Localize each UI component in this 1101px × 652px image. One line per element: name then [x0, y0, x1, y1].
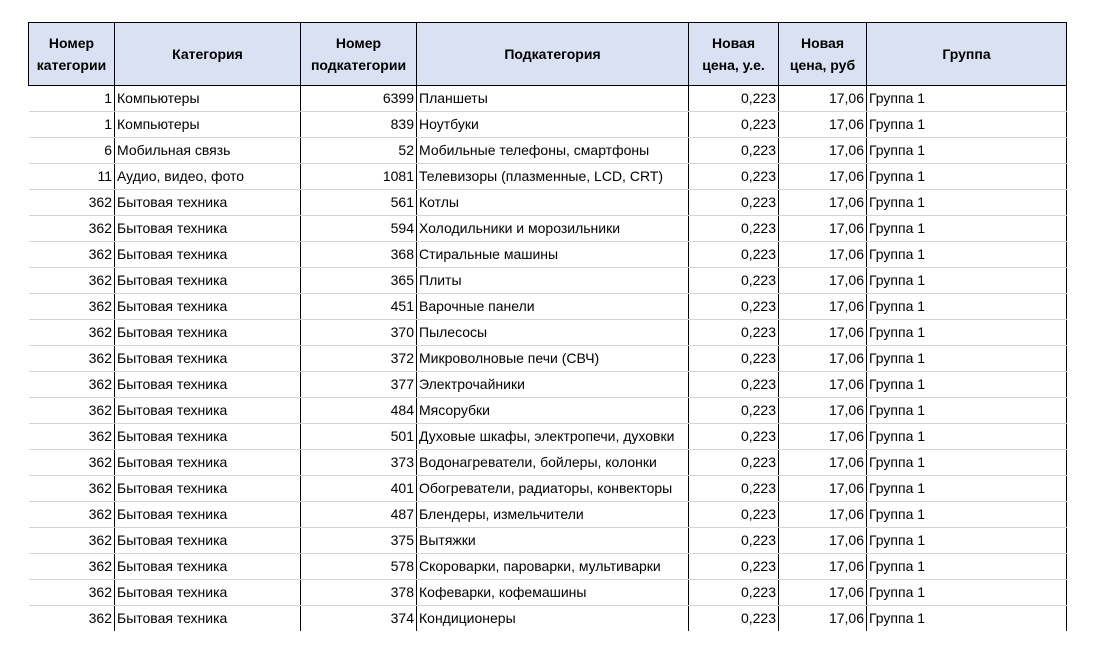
- cell-category[interactable]: Бытовая техника: [115, 528, 301, 554]
- spreadsheet-sheet: [28, 22, 1066, 631]
- table-row: [29, 502, 1067, 528]
- cell-group[interactable]: Группа 1: [867, 216, 1067, 242]
- cell-subcategory[interactable]: Пылесосы: [417, 320, 689, 346]
- table-row: [29, 86, 1067, 112]
- table-row: [29, 580, 1067, 606]
- cell-subcategory[interactable]: Блендеры, измельчители: [417, 502, 689, 528]
- cell-group[interactable]: Группа 1: [867, 528, 1067, 554]
- cell-subcategory[interactable]: Котлы: [417, 190, 689, 216]
- cell-group[interactable]: Группа 1: [867, 112, 1067, 138]
- cell-new-price-ue[interactable]: 0,223: [689, 424, 779, 450]
- cell-new-price-rub[interactable]: 17,06: [779, 138, 867, 164]
- table-row: [29, 294, 1067, 320]
- cell-new-price-ue[interactable]: 0,223: [689, 242, 779, 268]
- table-row: [29, 606, 1067, 632]
- cell-category[interactable]: Бытовая техника: [115, 268, 301, 294]
- cell-subcategory[interactable]: Плиты: [417, 268, 689, 294]
- header-category-number[interactable]: Номер категории: [29, 23, 115, 86]
- cell-category[interactable]: Аудио, видео, фото: [115, 164, 301, 190]
- cell-category[interactable]: Бытовая техника: [115, 476, 301, 502]
- table-row: [29, 268, 1067, 294]
- cell-category-number[interactable]: 362: [29, 580, 115, 606]
- cell-category[interactable]: Бытовая техника: [115, 580, 301, 606]
- cell-subcategory-number[interactable]: 375: [301, 528, 417, 554]
- cell-subcategory-number[interactable]: 1081: [301, 164, 417, 190]
- cell-category-number[interactable]: 362: [29, 528, 115, 554]
- cell-category[interactable]: Мобильная связь: [115, 138, 301, 164]
- cell-new-price-ue[interactable]: 0,223: [689, 450, 779, 476]
- cell-category-number[interactable]: 362: [29, 606, 115, 632]
- header-category[interactable]: Категория: [115, 23, 301, 86]
- cell-category[interactable]: Компьютеры: [115, 112, 301, 138]
- cell-new-price-ue[interactable]: 0,223: [689, 320, 779, 346]
- cell-new-price-rub[interactable]: 17,06: [779, 346, 867, 372]
- cell-group[interactable]: Группа 1: [867, 554, 1067, 580]
- cell-category[interactable]: Бытовая техника: [115, 294, 301, 320]
- header-row: [29, 23, 1067, 86]
- cell-subcategory[interactable]: Мясорубки: [417, 398, 689, 424]
- cell-subcategory-number[interactable]: 578: [301, 554, 417, 580]
- cell-group[interactable]: Группа 1: [867, 398, 1067, 424]
- cell-new-price-rub[interactable]: 17,06: [779, 424, 867, 450]
- cell-category[interactable]: Бытовая техника: [115, 554, 301, 580]
- cell-category-number[interactable]: 362: [29, 502, 115, 528]
- cell-subcategory[interactable]: Планшеты: [417, 86, 689, 112]
- cell-category-number[interactable]: 362: [29, 554, 115, 580]
- cell-subcategory[interactable]: Духовые шкафы, электропечи, духовки: [417, 424, 689, 450]
- cell-new-price-ue[interactable]: 0,223: [689, 138, 779, 164]
- cell-subcategory-number[interactable]: 368: [301, 242, 417, 268]
- cell-subcategory-number[interactable]: 594: [301, 216, 417, 242]
- cell-new-price-ue[interactable]: 0,223: [689, 164, 779, 190]
- cell-category[interactable]: Бытовая техника: [115, 216, 301, 242]
- cell-category[interactable]: Бытовая техника: [115, 242, 301, 268]
- cell-group[interactable]: Группа 1: [867, 294, 1067, 320]
- cell-new-price-ue[interactable]: 0,223: [689, 502, 779, 528]
- cell-group[interactable]: Группа 1: [867, 476, 1067, 502]
- cell-subcategory-number[interactable]: 378: [301, 580, 417, 606]
- cell-subcategory-number[interactable]: 501: [301, 424, 417, 450]
- cell-category[interactable]: Компьютеры: [115, 86, 301, 112]
- cell-category-number[interactable]: 362: [29, 190, 115, 216]
- cell-new-price-ue[interactable]: 0,223: [689, 372, 779, 398]
- cell-new-price-ue[interactable]: 0,223: [689, 190, 779, 216]
- cell-group[interactable]: Группа 1: [867, 502, 1067, 528]
- cell-subcategory-number[interactable]: 377: [301, 372, 417, 398]
- cell-category[interactable]: Бытовая техника: [115, 372, 301, 398]
- cell-subcategory-number[interactable]: 839: [301, 112, 417, 138]
- cell-new-price-rub[interactable]: 17,06: [779, 606, 867, 632]
- cell-subcategory-number[interactable]: 373: [301, 450, 417, 476]
- cell-subcategory-number[interactable]: 487: [301, 502, 417, 528]
- cell-subcategory-number[interactable]: 365: [301, 268, 417, 294]
- cell-subcategory-number[interactable]: 451: [301, 294, 417, 320]
- cell-category[interactable]: Бытовая техника: [115, 346, 301, 372]
- cell-category[interactable]: Бытовая техника: [115, 450, 301, 476]
- table-header: [29, 23, 1067, 86]
- cell-new-price-ue[interactable]: 0,223: [689, 554, 779, 580]
- cell-new-price-ue[interactable]: 0,223: [689, 476, 779, 502]
- cell-new-price-rub[interactable]: 17,06: [779, 450, 867, 476]
- cell-category-number[interactable]: 362: [29, 476, 115, 502]
- cell-new-price-ue[interactable]: 0,223: [689, 112, 779, 138]
- cell-group[interactable]: Группа 1: [867, 372, 1067, 398]
- cell-subcategory[interactable]: Телевизоры (плазменные, LCD, CRT): [417, 164, 689, 190]
- header-new-price-ue[interactable]: Новая цена, у.е.: [689, 23, 779, 86]
- cell-subcategory-number[interactable]: 6399: [301, 86, 417, 112]
- price-table: [28, 22, 1067, 631]
- table-row: [29, 190, 1067, 216]
- cell-new-price-rub[interactable]: 17,06: [779, 502, 867, 528]
- cell-new-price-ue[interactable]: 0,223: [689, 86, 779, 112]
- cell-category-number[interactable]: 362: [29, 216, 115, 242]
- cell-new-price-rub[interactable]: 17,06: [779, 294, 867, 320]
- cell-new-price-rub[interactable]: 17,06: [779, 216, 867, 242]
- cell-category[interactable]: Бытовая техника: [115, 320, 301, 346]
- cell-group[interactable]: Группа 1: [867, 138, 1067, 164]
- header-subcategory[interactable]: Подкатегория: [417, 23, 689, 86]
- header-new-price-rub[interactable]: Новая цена, руб: [779, 23, 867, 86]
- cell-new-price-rub[interactable]: 17,06: [779, 268, 867, 294]
- table-row: [29, 450, 1067, 476]
- cell-category-number[interactable]: 362: [29, 346, 115, 372]
- cell-new-price-ue[interactable]: 0,223: [689, 580, 779, 606]
- cell-subcategory[interactable]: Варочные панели: [417, 294, 689, 320]
- cell-subcategory-number[interactable]: 52: [301, 138, 417, 164]
- cell-subcategory[interactable]: Мобильные телефоны, смартфоны: [417, 138, 689, 164]
- cell-category-number[interactable]: 362: [29, 424, 115, 450]
- cell-new-price-rub[interactable]: 17,06: [779, 164, 867, 190]
- cell-subcategory[interactable]: Ноутбуки: [417, 112, 689, 138]
- cell-new-price-rub[interactable]: 17,06: [779, 320, 867, 346]
- cell-new-price-ue[interactable]: 0,223: [689, 606, 779, 632]
- cell-category-number[interactable]: 362: [29, 450, 115, 476]
- cell-subcategory-number[interactable]: 484: [301, 398, 417, 424]
- cell-category-number[interactable]: 362: [29, 320, 115, 346]
- cell-subcategory-number[interactable]: 561: [301, 190, 417, 216]
- cell-new-price-rub[interactable]: 17,06: [779, 476, 867, 502]
- cell-subcategory[interactable]: Скороварки, пароварки, мультиварки: [417, 554, 689, 580]
- cell-new-price-rub[interactable]: 17,06: [779, 112, 867, 138]
- cell-category-number[interactable]: 362: [29, 372, 115, 398]
- cell-category-number[interactable]: 6: [29, 138, 115, 164]
- cell-subcategory[interactable]: Водонагреватели, бойлеры, колонки: [417, 450, 689, 476]
- cell-subcategory[interactable]: Кондиционеры: [417, 606, 689, 632]
- table-row: [29, 476, 1067, 502]
- cell-new-price-ue[interactable]: 0,223: [689, 216, 779, 242]
- cell-category-number[interactable]: 362: [29, 294, 115, 320]
- cell-subcategory[interactable]: Холодильники и морозильники: [417, 216, 689, 242]
- cell-new-price-ue[interactable]: 0,223: [689, 398, 779, 424]
- cell-group[interactable]: Группа 1: [867, 86, 1067, 112]
- header-subcategory-number[interactable]: Номер подкатегории: [301, 23, 417, 86]
- cell-new-price-rub[interactable]: 17,06: [779, 528, 867, 554]
- cell-group[interactable]: Группа 1: [867, 190, 1067, 216]
- cell-category-number[interactable]: 11: [29, 164, 115, 190]
- cell-new-price-ue[interactable]: 0,223: [689, 346, 779, 372]
- cell-category[interactable]: Бытовая техника: [115, 606, 301, 632]
- table-row: [29, 346, 1067, 372]
- table-row: [29, 554, 1067, 580]
- cell-group[interactable]: Группа 1: [867, 242, 1067, 268]
- cell-new-price-rub[interactable]: 17,06: [779, 554, 867, 580]
- table-row: [29, 372, 1067, 398]
- table-row: [29, 164, 1067, 190]
- cell-group[interactable]: Группа 1: [867, 320, 1067, 346]
- cell-subcategory-number[interactable]: 370: [301, 320, 417, 346]
- cell-new-price-rub[interactable]: 17,06: [779, 86, 867, 112]
- table-row: [29, 398, 1067, 424]
- cell-new-price-ue[interactable]: 0,223: [689, 268, 779, 294]
- table-row: [29, 242, 1067, 268]
- cell-group[interactable]: Группа 1: [867, 268, 1067, 294]
- cell-category-number[interactable]: 362: [29, 268, 115, 294]
- cell-category-number[interactable]: 1: [29, 112, 115, 138]
- table-row: [29, 112, 1067, 138]
- cell-subcategory-number[interactable]: 401: [301, 476, 417, 502]
- cell-new-price-rub[interactable]: 17,06: [779, 372, 867, 398]
- cell-subcategory-number[interactable]: 374: [301, 606, 417, 632]
- cell-new-price-ue[interactable]: 0,223: [689, 294, 779, 320]
- cell-subcategory[interactable]: Электрочайники: [417, 372, 689, 398]
- table-row: [29, 216, 1067, 242]
- cell-subcategory[interactable]: Кофеварки, кофемашины: [417, 580, 689, 606]
- cell-group[interactable]: Группа 1: [867, 164, 1067, 190]
- cell-group[interactable]: Группа 1: [867, 424, 1067, 450]
- cell-category-number[interactable]: 1: [29, 86, 115, 112]
- cell-subcategory[interactable]: Вытяжки: [417, 528, 689, 554]
- table-row: [29, 528, 1067, 554]
- cell-category[interactable]: Бытовая техника: [115, 502, 301, 528]
- cell-new-price-rub[interactable]: 17,06: [779, 242, 867, 268]
- table-row: [29, 138, 1067, 164]
- cell-subcategory[interactable]: Микроволновые печи (СВЧ): [417, 346, 689, 372]
- cell-category-number[interactable]: 362: [29, 398, 115, 424]
- table-body: [29, 86, 1067, 632]
- cell-category-number[interactable]: 362: [29, 242, 115, 268]
- cell-subcategory-number[interactable]: 372: [301, 346, 417, 372]
- cell-category[interactable]: Бытовая техника: [115, 424, 301, 450]
- cell-new-price-rub[interactable]: 17,06: [779, 580, 867, 606]
- cell-group[interactable]: Группа 1: [867, 450, 1067, 476]
- cell-group[interactable]: Группа 1: [867, 606, 1067, 632]
- cell-subcategory[interactable]: Стиральные машины: [417, 242, 689, 268]
- cell-new-price-rub[interactable]: 17,06: [779, 190, 867, 216]
- cell-category[interactable]: Бытовая техника: [115, 190, 301, 216]
- cell-subcategory[interactable]: Обогреватели, радиаторы, конвекторы: [417, 476, 689, 502]
- header-group[interactable]: Группа: [867, 23, 1067, 86]
- cell-category[interactable]: Бытовая техника: [115, 398, 301, 424]
- cell-new-price-rub[interactable]: 17,06: [779, 398, 867, 424]
- table-row: [29, 424, 1067, 450]
- table-row: [29, 320, 1067, 346]
- cell-group[interactable]: Группа 1: [867, 346, 1067, 372]
- cell-new-price-ue[interactable]: 0,223: [689, 528, 779, 554]
- cell-group[interactable]: Группа 1: [867, 580, 1067, 606]
